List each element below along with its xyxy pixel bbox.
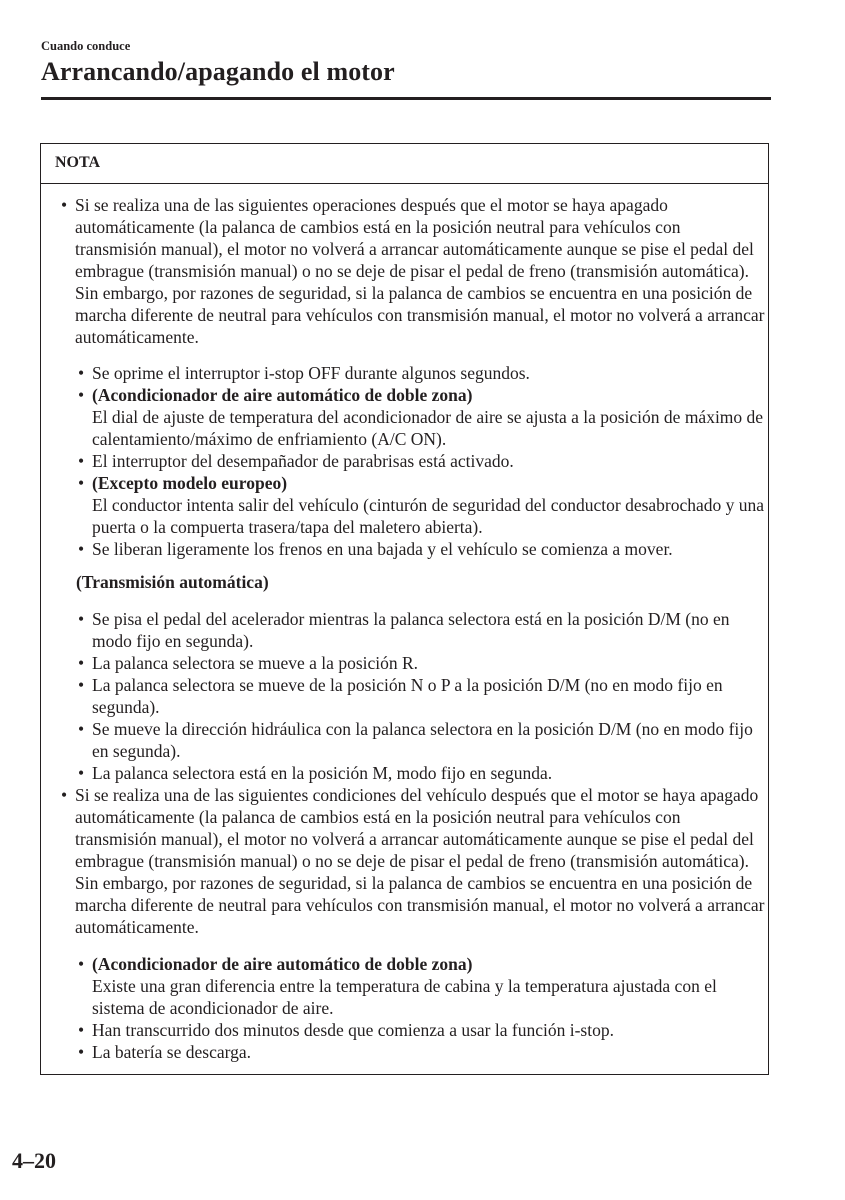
sub-item-text: El conductor intenta salir del vehículo (cinturón de seguridad del conductor desabrochado y una puerta o la compuerta trasera/tapa del maletero abierta). xyxy=(92,495,765,537)
bullet: • xyxy=(78,763,85,783)
section-label: Cuando conduce xyxy=(41,39,131,53)
sub-item-text: La batería se descarga. xyxy=(92,1042,252,1062)
sub-item-text: Se liberan ligeramente los frenos en una bajada y el vehículo se comienza a mover. xyxy=(92,539,673,559)
sub-item xyxy=(78,652,767,674)
sub-item-text: Se pisa el pedal del acelerador mientras la palanca selectora está en la posición D/M (no en modo fijo en segunda). xyxy=(92,609,730,651)
sub-item-text: Han transcurrido dos minutos desde que comienza a usar la función i-stop. xyxy=(92,1020,614,1040)
bullet: • xyxy=(78,954,85,974)
sub-item-heading: (Acondicionador de aire automático de doble zona) xyxy=(92,385,473,405)
sub-item xyxy=(78,384,767,450)
bullet: • xyxy=(78,1042,85,1062)
note-item xyxy=(61,194,765,348)
note-item-text: Si se realiza una de las siguientes operaciones después que el motor se haya apagado automáticamente (la palanca de cambios está en la posición neutral para vehículos con transmisión manual), el motor no volverá a arrancar automáticamente aunque se pise el pedal del embrague (transmisión manual) o no se deje de pisar el pedal de freno (transmisión automática). Sin embargo, por razones de seguridad, si la palanca de cambios se encuentra en una posición de marcha diferente de neutral para vehículos con transmisión manual, el motor no volverá a arrancar automáticamente. xyxy=(75,195,765,347)
bullet: • xyxy=(78,653,85,673)
bullet: • xyxy=(78,675,85,695)
sub-item-text: La palanca selectora se mueve de la posición N o P a la posición D/M (no en modo fijo en segunda). xyxy=(92,675,723,717)
sub-item-text: El dial de ajuste de temperatura del acondicionador de aire se ajusta a la posición de máximo de calentamiento/máximo de enfriamiento (A/C ON). xyxy=(92,407,764,449)
bullet: • xyxy=(78,719,85,739)
sub-item xyxy=(78,1041,767,1063)
sub-item-heading: (Excepto modelo europeo) xyxy=(92,473,288,493)
sub-item xyxy=(78,674,767,718)
bullet: • xyxy=(78,539,85,559)
sub-item xyxy=(78,538,767,560)
sub-item xyxy=(78,953,767,1019)
bullet: • xyxy=(78,1020,85,1040)
sub-item-text: La palanca selectora está en la posición M, modo fijo en segunda. xyxy=(92,763,553,783)
sub-item xyxy=(78,608,767,652)
sub-item xyxy=(78,1019,767,1041)
sub-item xyxy=(78,762,767,784)
bullet: • xyxy=(78,473,85,493)
sub-item-text: La palanca selectora se mueve a la posición R. xyxy=(92,653,419,673)
bullet: • xyxy=(78,385,85,405)
note-header xyxy=(41,144,768,184)
sub-item-text: El interruptor del desempañador de parabrisas está activado. xyxy=(92,451,514,471)
sub-item xyxy=(78,362,767,384)
page-number: 4–20 xyxy=(12,1148,56,1173)
sub-item-heading: (Acondicionador de aire automático de doble zona) xyxy=(92,954,473,974)
sub-item xyxy=(78,718,767,762)
title-rule xyxy=(41,97,771,100)
bullet: • xyxy=(61,785,68,805)
bullet: • xyxy=(78,451,85,471)
bullet: • xyxy=(78,363,85,383)
sub-item xyxy=(78,450,767,472)
sub-item-text: Se oprime el interruptor i-stop OFF durante algunos segundos. xyxy=(92,363,530,383)
page-title: Arrancando/apagando el motor xyxy=(41,57,395,86)
bullet: • xyxy=(61,195,68,215)
sub-heading: (Transmisión automática) xyxy=(76,572,269,592)
sub-item-text: Se mueve la dirección hidráulica con la palanca selectora en la posición D/M (no en modo fijo en segunda). xyxy=(92,719,753,761)
bullet: • xyxy=(78,609,85,629)
sub-item-text: Existe una gran diferencia entre la temperatura de cabina y la temperatura ajustada con el sistema de acondicionador de aire. xyxy=(92,976,717,1018)
note-item-text: Si se realiza una de las siguientes condiciones del vehículo después que el motor se haya apagado automáticamente (la palanca de cambios está en la posición neutral para vehículos con transmisión manual), el motor no volverá a arrancar automáticamente aunque se pise el pedal del embrague (transmisión manual) o no se deje de pisar el pedal de freno (transmisión automática). Sin embargo, por razones de seguridad, si la palanca de cambios se encuentra en una posición de marcha diferente de neutral para vehículos con transmisión manual, el motor no volverá a arrancar automáticamente. xyxy=(75,785,765,937)
sub-item xyxy=(78,472,767,538)
note-item xyxy=(61,784,765,938)
note-box xyxy=(40,143,769,1075)
note-title: NOTA xyxy=(55,154,101,171)
